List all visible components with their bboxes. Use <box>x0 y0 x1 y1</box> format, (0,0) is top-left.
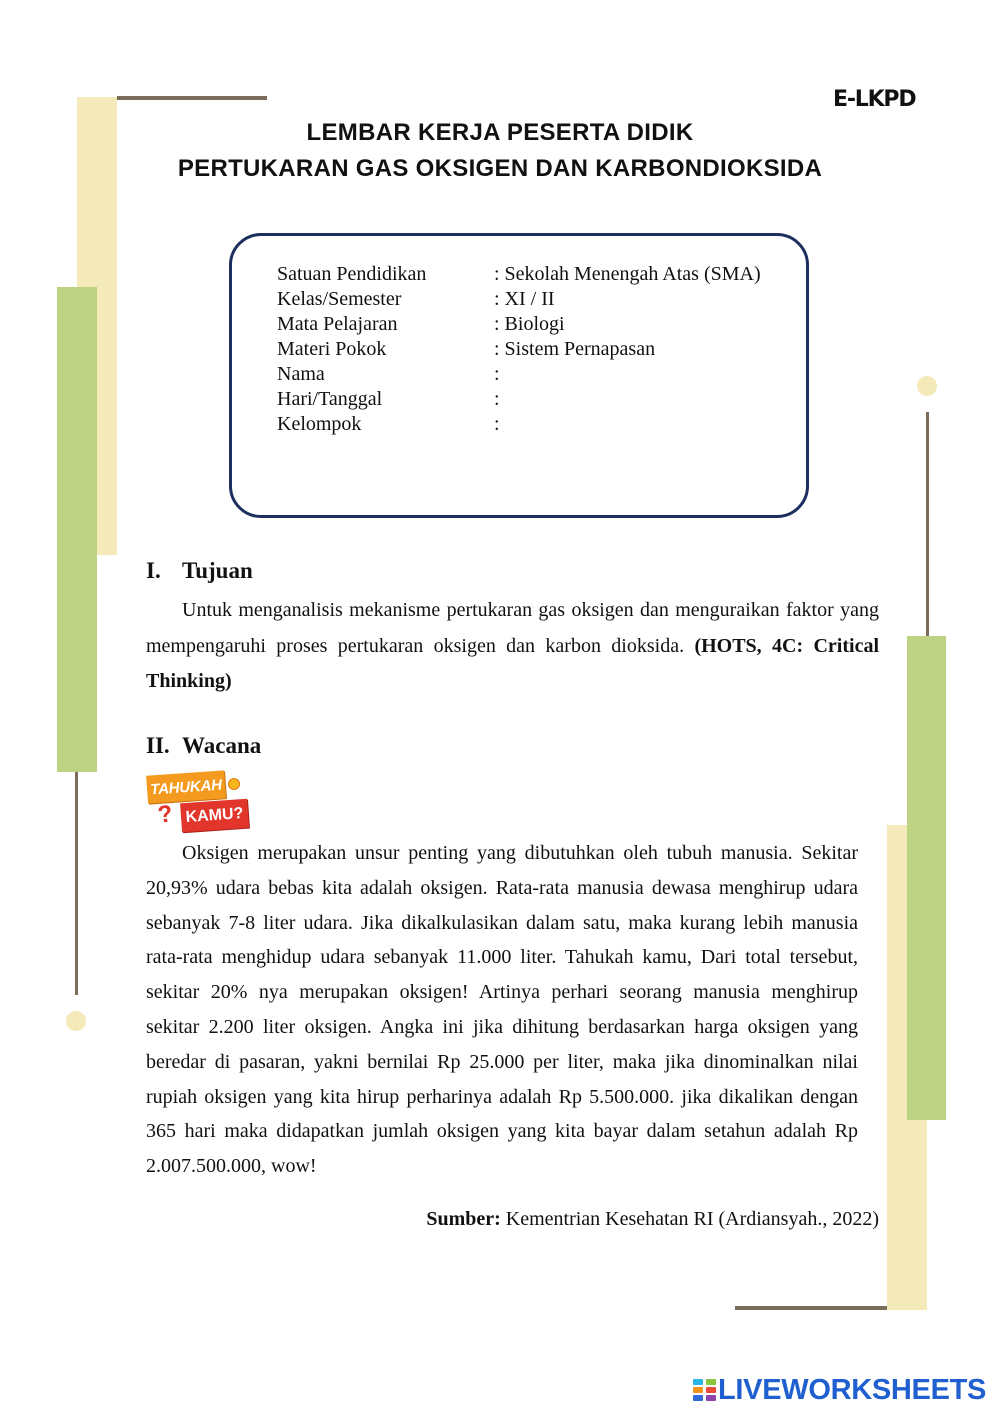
source-text: Kementrian Kesehatan RI (Ardiansyah., 2022) <box>505 1208 879 1230</box>
paragraph-emphasis: (HOTS, 4C: Critical <box>694 634 880 657</box>
liveworksheets-logo-icon <box>693 1379 716 1401</box>
badge-dot-icon <box>228 778 240 790</box>
logo-tile <box>693 1395 703 1401</box>
paragraph-line: Untuk menganalisis mekanisme pertukaran gas oksigen dan menguraikan faktor yang <box>182 599 879 621</box>
decor-dot-left <box>66 1011 86 1031</box>
paragraph-line: 365 hari maka didapatkan jumlah oksigen yang kita bayar dalam setahun adalah Rp <box>146 1120 858 1143</box>
section-number: I. <box>146 558 161 583</box>
paragraph-text: mempengaruhi proses pertukaran oksigen dan karbon dioksida. <box>146 634 685 657</box>
paragraph-line: beredar di pasaran, yakni bernilai Rp 25.000 per liter, maka jika dinominalkan nilai <box>146 1050 858 1073</box>
identity-label: Satuan Pendidikan <box>277 263 427 285</box>
identity-row <box>277 312 761 337</box>
identity-value: : <box>494 388 500 410</box>
identity-row <box>277 287 761 312</box>
source-citation <box>426 1204 879 1234</box>
logo-tile <box>706 1387 716 1393</box>
paragraph-line: sebanyak 7-8 liter udara. Jika dikalkulasikan dalam satu, maka kurang lebih manusia <box>146 911 858 934</box>
badge-question-mark: ? <box>156 800 175 829</box>
logo-tile <box>693 1387 703 1393</box>
identity-label: Nama <box>277 363 325 385</box>
paragraph-line: 20,93% udara bebas kita adalah oksigen. Rata-rata manusia dewasa menghirup udara <box>146 876 858 899</box>
paragraph-emphasis-line: Thinking) <box>146 670 232 692</box>
identity-value: : <box>494 413 500 435</box>
identity-list <box>277 262 761 437</box>
paragraph-line <box>146 629 879 665</box>
identity-row <box>277 337 761 362</box>
decor-dot-right <box>917 376 937 396</box>
identity-value: : Biologi <box>494 313 565 335</box>
tahukah-kamu-badge <box>146 768 250 834</box>
identity-row <box>277 412 761 437</box>
identity-row <box>277 262 761 287</box>
section-heading-wacana <box>146 731 261 761</box>
logo-tile <box>706 1395 716 1401</box>
badge-text-kamu: KAMU? <box>185 804 244 826</box>
logo-tile <box>693 1379 703 1385</box>
liveworksheets-logo-link[interactable]: LIVEWORKSHEETS <box>718 1374 987 1406</box>
identity-label: Hari/Tanggal <box>277 388 383 410</box>
identity-value: : XI / II <box>494 288 555 310</box>
tujuan-paragraph <box>146 593 879 700</box>
section-title: Tujuan <box>182 558 253 583</box>
decor-brown-line-right <box>926 412 929 636</box>
identity-value: : Sistem Pernapasan <box>494 338 656 360</box>
decor-green-bar-left <box>57 287 97 772</box>
paragraph-line: Oksigen merupakan unsur penting yang dibutuhkan oleh tubuh manusia. Sekitar <box>182 842 858 864</box>
paragraph-line: rupiah oksigen yang kita hirup perharinya adalah Rp 5.500.000. jika dikalikan dengan <box>146 1085 858 1108</box>
paragraph-line: sekitar 2.200 liter oksigen. Angka ini jika dihitung berdasarkan harga oksigen yang <box>146 1015 858 1038</box>
decor-brown-line-top <box>117 96 267 100</box>
section-heading-tujuan <box>146 556 253 586</box>
decor-brown-line-left <box>75 772 78 995</box>
paragraph-line: sekitar 20% nya merupakan oksigen! Artinya perhari seorang manusia menghirup <box>146 981 858 1004</box>
identity-value: : Sekolah Menengah Atas (SMA) <box>494 263 761 285</box>
page-title: LEMBAR KERJA PESERTA DIDIK <box>306 119 694 146</box>
document-tag: E-LKPD <box>833 87 916 112</box>
decor-brown-line-bottom <box>735 1306 887 1310</box>
identity-label: Materi Pokok <box>277 338 387 360</box>
wacana-paragraph <box>146 836 858 1184</box>
page-subtitle: PERTUKARAN GAS OKSIGEN DAN KARBONDIOKSIDA <box>177 155 823 182</box>
section-number: II. <box>146 733 170 758</box>
decor-green-bar-right <box>907 636 946 1120</box>
identity-label: Kelompok <box>277 413 362 435</box>
source-label: Sumber: <box>426 1208 501 1230</box>
badge-text-tahukah: TAHUKAH <box>149 776 223 798</box>
identity-label: Kelas/Semester <box>277 288 402 310</box>
section-title: Wacana <box>182 733 262 758</box>
identity-row <box>277 362 761 387</box>
badge-orange-banner <box>146 770 226 803</box>
paragraph-line: rata-rata menghidup udara sebanyak 11.000 liter. Tahukah kamu, Dari total tersebut, <box>146 946 858 969</box>
identity-row <box>277 387 761 412</box>
identity-label: Mata Pelajaran <box>277 313 398 335</box>
paragraph-line: 2.007.500.000, wow! <box>146 1155 317 1178</box>
logo-tile <box>706 1379 716 1385</box>
identity-value: : <box>494 363 500 385</box>
badge-red-banner <box>180 799 249 833</box>
